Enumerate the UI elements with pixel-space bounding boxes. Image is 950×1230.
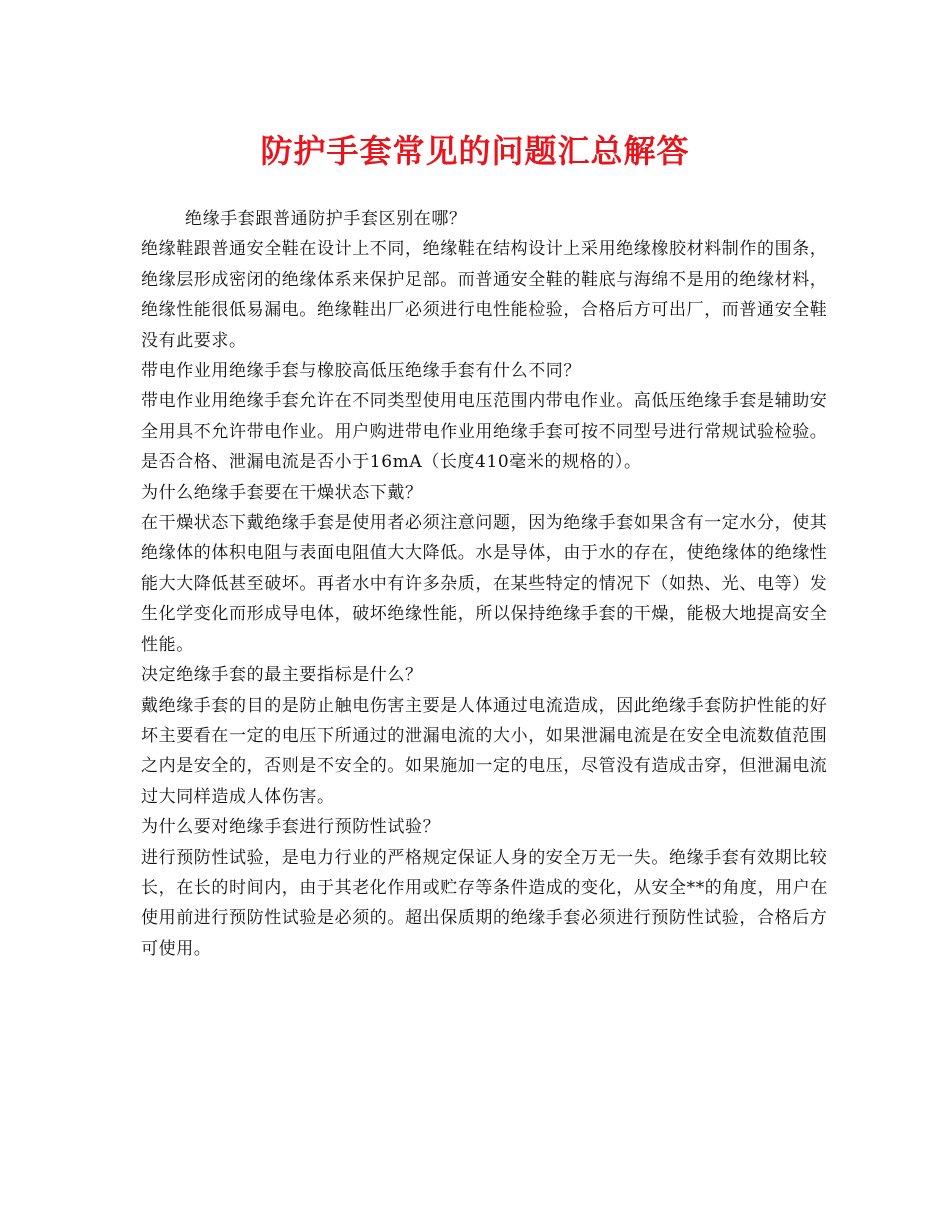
answer-paragraph: 带电作业用绝缘手套允许在不同类型使用电压范围内带电作业。高低压绝缘手套是辅助安全用具不允许带电作业。用户购进带电作业用绝缘手套可按不同型号进行常规试验检验。是否合格、泄漏电流是否小于16mA（长度410毫米的规格的）。 — [141, 391, 828, 473]
document-body — [141, 204, 829, 964]
answer-paragraph: 绝缘鞋跟普通安全鞋在设计上不同，绝缘鞋在结构设计上采用绝缘橡胶材料制作的围条，绝缘层形成密闭的绝缘体系来保护足部。而普通安全鞋的鞋底与海绵不是用的绝缘材料，绝缘性能很低易漏电。绝缘鞋出厂必须进行电性能检验，合格后方可出厂，而普通安全鞋没有此要求。 — [141, 239, 828, 351]
question-heading: 决定绝缘手套的最主要指标是什么？ — [141, 665, 423, 686]
answer-paragraph: 进行预防性试验，是电力行业的严格规定保证人身的安全万无一失。绝缘手套有效期比较长，在长的时间内，由于其老化作用或贮存等条件造成的变化，从安全**的角度，用户在使用前进行预防性试验是必须的。超出保质期的绝缘手套必须进行预防性试验，合格后方可使用。 — [141, 847, 828, 959]
question-heading: 为什么绝缘手套要在干燥状态下戴？ — [141, 482, 423, 503]
page-title: 防护手套常见的问题汇总解答 — [260, 132, 690, 170]
question-heading: 绝缘手套跟普通防护手套区别在哪？ — [185, 209, 467, 229]
question-heading: 为什么要对绝缘手套进行预防性试验？ — [141, 817, 441, 838]
question-heading: 带电作业用绝缘手套与橡胶高低压绝缘手套有什么不同？ — [141, 361, 581, 382]
answer-paragraph: 在干燥状态下戴绝缘手套是使用者必须注意问题，因为绝缘手套如果含有一定水分，使其绝缘体的体积电阻与表面电阻值大大降低。水是导体，由于水的存在，使绝缘体的绝缘性能大大降低甚至破坏。再者水中有许多杂质，在某些特定的情况下（如热、光、电等）发生化学变化而形成导电体，破坏绝缘性能，所以保持绝缘手套的干燥，能极大地提高安全性能。 — [141, 513, 828, 655]
answer-paragraph: 戴绝缘手套的目的是防止触电伤害主要是人体通过电流造成，因此绝缘手套防护性能的好坏主要看在一定的电压下所通过的泄漏电流的大小，如果泄漏电流是在安全电流数值范围之内是安全的，否则是不安全的。如果施加一定的电压，尽管没有造成击穿，但泄漏电流过大同样造成人体伤害。 — [141, 695, 828, 807]
